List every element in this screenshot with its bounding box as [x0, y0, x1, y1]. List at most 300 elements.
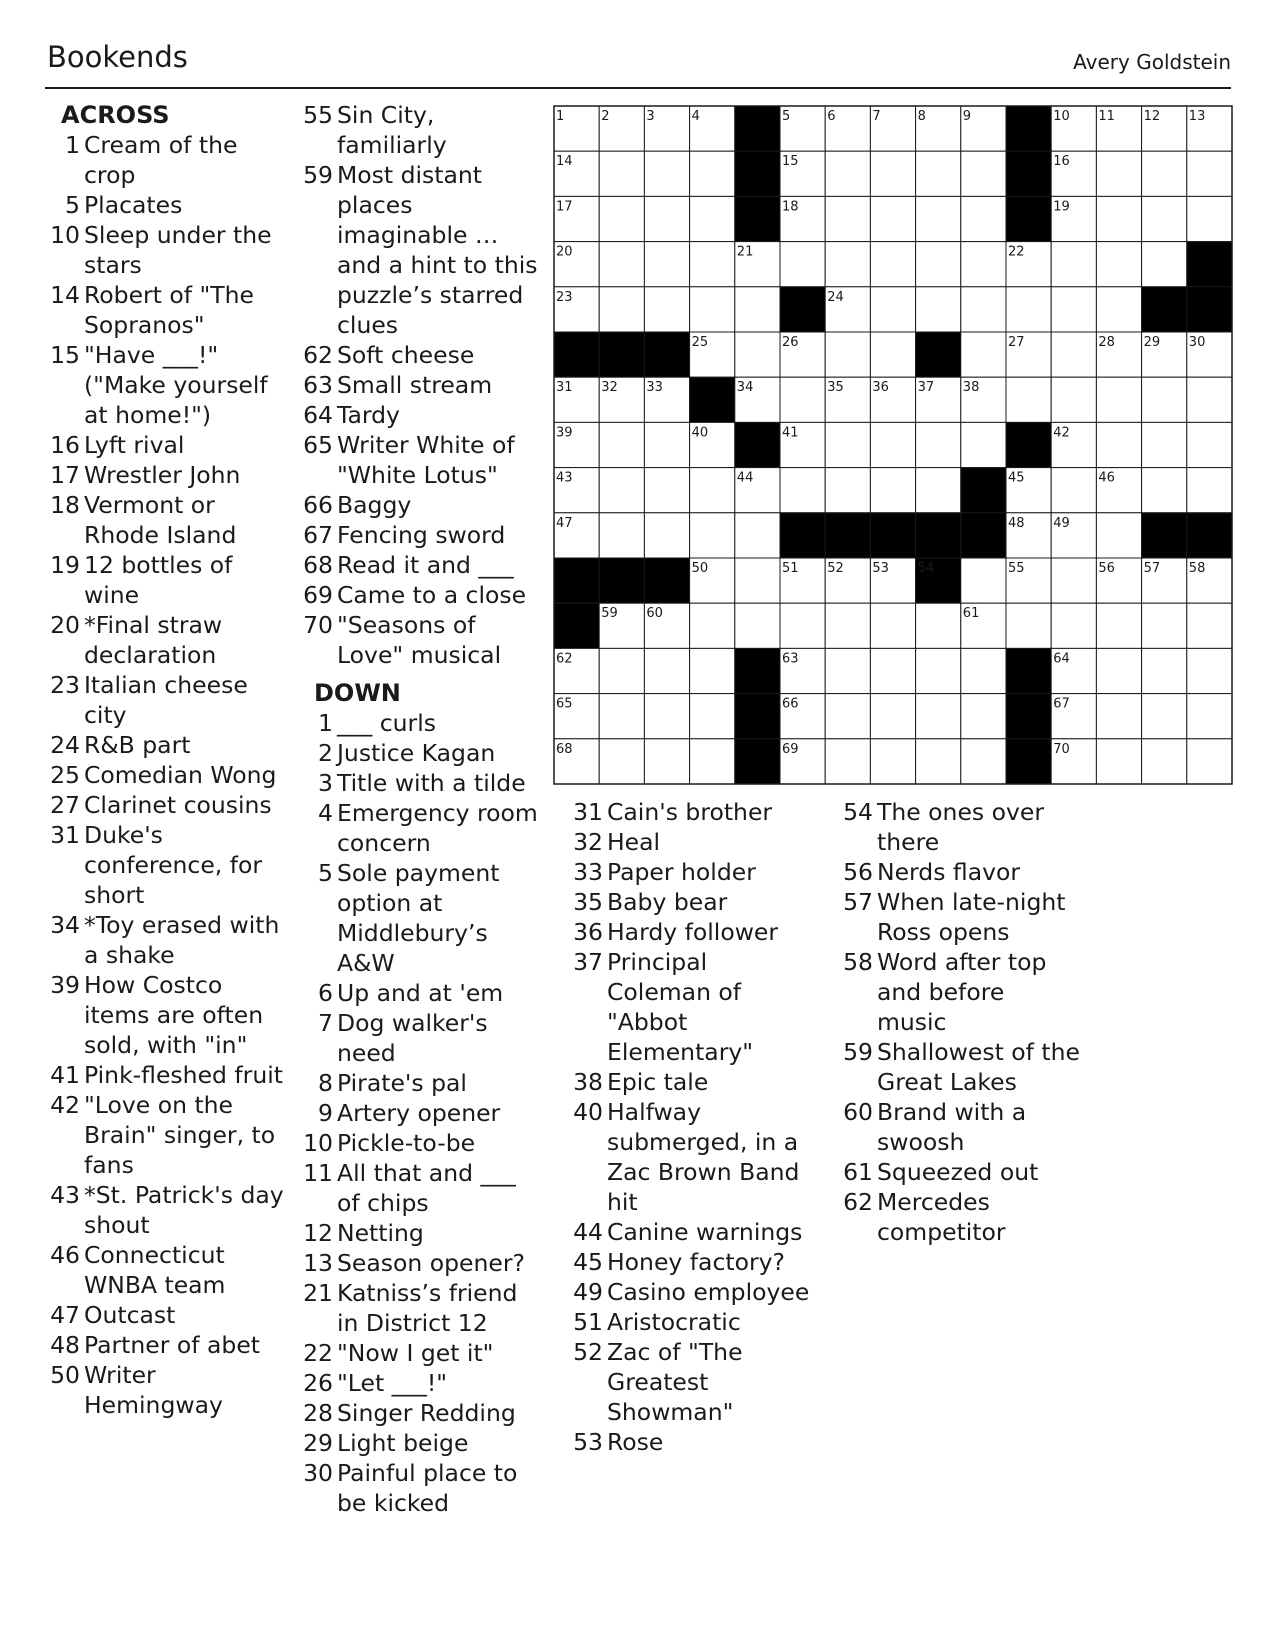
grid-cell[interactable]	[1142, 151, 1187, 196]
grid-cell[interactable]	[1142, 694, 1187, 739]
clue-number: 30	[303, 1459, 333, 1487]
clue-across-67[interactable]	[300, 520, 540, 550]
clue-text: Sole payment option at Middlebury’s A&W	[337, 859, 500, 977]
grid-cell[interactable]	[1142, 468, 1187, 513]
clue-number: 16	[50, 431, 80, 459]
clue-across-43[interactable]	[47, 1180, 287, 1240]
clue-across-25[interactable]	[47, 760, 287, 790]
grid-cell[interactable]	[1187, 468, 1232, 513]
grid-cell[interactable]	[1187, 422, 1232, 467]
grid-cell[interactable]	[870, 603, 915, 648]
grid-cell[interactable]	[644, 513, 689, 558]
clue-across-64[interactable]	[300, 400, 540, 430]
cell-number: 52	[827, 561, 844, 576]
clue-down-38[interactable]	[570, 1067, 815, 1097]
clue-text: Clarinet cousins	[84, 791, 272, 819]
clue-across-17[interactable]	[47, 460, 287, 490]
cell-number: 32	[601, 380, 618, 396]
grid-cell[interactable]	[644, 468, 689, 513]
clue-down-30[interactable]	[300, 1458, 540, 1518]
grid-cell[interactable]	[599, 422, 644, 467]
clue-column-2	[300, 100, 540, 1518]
black-square	[1187, 287, 1232, 332]
grid-cell[interactable]	[1096, 377, 1141, 422]
grid-cell[interactable]	[916, 694, 961, 739]
black-square	[1187, 513, 1232, 558]
grid-cell[interactable]	[961, 287, 1006, 332]
clue-down-40[interactable]	[570, 1097, 815, 1217]
clue-across-63[interactable]	[300, 370, 540, 400]
grid-cell[interactable]	[961, 332, 1006, 377]
black-square	[735, 151, 780, 196]
grid-cell[interactable]	[961, 242, 1006, 287]
clue-text: Italian cheese city	[84, 671, 248, 729]
grid-cell[interactable]	[1006, 603, 1051, 648]
grid-cell[interactable]	[1187, 694, 1232, 739]
grid-cell[interactable]	[1142, 242, 1187, 287]
cell-number: 57	[1143, 561, 1161, 576]
cell-number: 34	[736, 380, 754, 396]
grid-cell[interactable]	[599, 648, 644, 693]
clue-number: 50	[50, 1361, 80, 1389]
grid-cell[interactable]	[1051, 558, 1096, 603]
clue-down-57[interactable]	[840, 887, 1080, 947]
crossword-grid[interactable]	[553, 105, 1233, 785]
grid-cell[interactable]	[961, 648, 1006, 693]
clue-down-9[interactable]	[300, 1098, 540, 1128]
clue-down-56[interactable]	[840, 857, 1080, 887]
grid-cell[interactable]	[690, 468, 735, 513]
grid-cell[interactable]	[599, 151, 644, 196]
grid-cell[interactable]	[916, 422, 961, 467]
clue-down-4[interactable]	[300, 798, 540, 858]
grid-cell[interactable]	[870, 287, 915, 332]
clue-down-26[interactable]	[300, 1368, 540, 1398]
grid-cell[interactable]	[735, 513, 780, 558]
clue-down-2[interactable]	[300, 738, 540, 768]
black-square	[735, 106, 780, 151]
grid-cell[interactable]	[1051, 287, 1096, 332]
clue-number: 60	[843, 1098, 873, 1126]
grid-cell[interactable]	[1006, 377, 1051, 422]
grid-cell[interactable]	[690, 648, 735, 693]
grid-cell[interactable]	[870, 694, 915, 739]
grid-cell[interactable]	[1187, 377, 1232, 422]
grid-cell[interactable]	[599, 694, 644, 739]
clue-text: *Final straw declaration	[84, 611, 223, 669]
grid-cell[interactable]	[1142, 196, 1187, 241]
clue-down-3[interactable]	[300, 768, 540, 798]
grid-cell[interactable]	[1187, 196, 1232, 241]
clue-text: Rose	[607, 1428, 664, 1456]
clue-number: 40	[573, 1098, 603, 1126]
clue-text: Lyft rival	[84, 431, 185, 459]
grid-cell[interactable]	[780, 377, 825, 422]
grid-cell[interactable]	[916, 648, 961, 693]
cell-number: 37	[917, 380, 935, 396]
clue-across-46[interactable]	[47, 1240, 287, 1300]
grid-cell[interactable]	[1096, 151, 1141, 196]
clue-number: 5	[318, 859, 333, 887]
clue-down-36[interactable]	[570, 917, 815, 947]
grid-cell[interactable]	[690, 242, 735, 287]
grid-cell[interactable]	[1096, 739, 1141, 784]
clue-number: 68	[303, 551, 333, 579]
clue-text: Connecticut WNBA team	[84, 1241, 226, 1299]
grid-cell[interactable]	[735, 558, 780, 603]
clue-text: Sleep under the stars	[84, 221, 272, 279]
clue-number: 62	[843, 1188, 873, 1216]
cell-number: 18	[782, 199, 799, 215]
clue-across-41[interactable]	[47, 1060, 287, 1090]
clue-across-42[interactable]	[47, 1090, 287, 1180]
clue-number: 41	[50, 1061, 80, 1089]
clue-across-27[interactable]	[47, 790, 287, 820]
clue-text: Wrestler John	[84, 461, 241, 489]
grid-cell[interactable]	[690, 603, 735, 648]
clue-number: 53	[573, 1428, 603, 1456]
clue-number: 31	[50, 821, 80, 849]
grid-cell[interactable]	[1051, 332, 1096, 377]
cell-number: 68	[556, 741, 573, 757]
grid-cell[interactable]	[1051, 468, 1096, 513]
clue-text: "Seasons of Love" musical	[337, 611, 502, 669]
clue-number: 7	[318, 1009, 333, 1037]
clue-text: "Now I get it"	[337, 1339, 494, 1367]
clue-number: 65	[303, 431, 333, 459]
cell-number: 42	[1053, 425, 1070, 441]
cell-number: 2	[601, 109, 610, 124]
grid-cell[interactable]	[690, 513, 735, 558]
cell-number: 21	[736, 244, 754, 260]
cell-number: 69	[782, 741, 799, 757]
clue-number: 38	[573, 1068, 603, 1096]
black-square	[644, 332, 689, 377]
grid-cell[interactable]	[1096, 513, 1141, 558]
clue-number: 1	[65, 131, 80, 159]
grid-cell[interactable]	[690, 739, 735, 784]
clue-down-60[interactable]	[840, 1097, 1080, 1157]
clue-number: 15	[50, 341, 80, 369]
clue-number: 35	[573, 888, 603, 916]
clue-text: The ones over there	[877, 798, 1045, 856]
clue-down-22[interactable]	[300, 1338, 540, 1368]
clue-across-1[interactable]	[47, 130, 287, 190]
clue-text: Came to a close	[337, 581, 527, 609]
clue-across-59[interactable]	[300, 160, 540, 340]
black-square	[916, 332, 961, 377]
clue-down-35[interactable]	[570, 887, 815, 917]
clue-down-62[interactable]	[840, 1187, 1080, 1247]
clue-across-16[interactable]	[47, 430, 287, 460]
clue-number: 3	[318, 769, 333, 797]
clue-across-68[interactable]	[300, 550, 540, 580]
clue-number: 64	[303, 401, 333, 429]
clue-across-55[interactable]	[300, 100, 540, 160]
cell-number: 67	[1053, 696, 1070, 712]
clue-down-44[interactable]	[570, 1217, 815, 1247]
clue-across-19[interactable]	[47, 550, 287, 610]
cell-number: 7	[872, 109, 881, 124]
grid-cell[interactable]	[1096, 648, 1141, 693]
clue-down-61[interactable]	[840, 1157, 1080, 1187]
grid-cell[interactable]	[735, 332, 780, 377]
black-square	[1006, 648, 1051, 693]
grid-cell[interactable]	[916, 468, 961, 513]
clue-number: 8	[318, 1069, 333, 1097]
clue-across-66[interactable]	[300, 490, 540, 520]
clue-down-59[interactable]	[840, 1037, 1080, 1097]
grid-cell[interactable]	[961, 694, 1006, 739]
grid-cell[interactable]	[644, 694, 689, 739]
clue-number: 44	[573, 1218, 603, 1246]
grid-cell[interactable]	[599, 739, 644, 784]
clue-down-1[interactable]	[300, 708, 540, 738]
clue-down-7[interactable]	[300, 1008, 540, 1068]
clue-across-50[interactable]	[47, 1360, 287, 1420]
clue-across-18[interactable]	[47, 490, 287, 550]
grid-cell[interactable]	[916, 287, 961, 332]
clue-text: Heal	[607, 828, 661, 856]
clue-down-49[interactable]	[570, 1277, 815, 1307]
black-square	[1006, 196, 1051, 241]
grid-cell[interactable]	[780, 468, 825, 513]
black-square	[554, 558, 599, 603]
grid-cell[interactable]	[1096, 422, 1141, 467]
grid-cell[interactable]	[644, 287, 689, 332]
clue-down-11[interactable]	[300, 1158, 540, 1218]
grid-cell[interactable]	[690, 196, 735, 241]
clue-number: 67	[303, 521, 333, 549]
grid-cell[interactable]	[870, 196, 915, 241]
cell-number: 26	[782, 335, 799, 350]
clue-down-6[interactable]	[300, 978, 540, 1008]
grid-cell[interactable]	[961, 558, 1006, 603]
grid-cell[interactable]	[870, 422, 915, 467]
clue-text: Placates	[84, 191, 183, 219]
grid-cell[interactable]	[1187, 603, 1232, 648]
black-square	[1142, 513, 1187, 558]
grid-cell[interactable]	[644, 151, 689, 196]
clue-text: Outcast	[84, 1301, 176, 1329]
grid-cell[interactable]	[1187, 151, 1232, 196]
grid-cell[interactable]	[780, 603, 825, 648]
grid-cell[interactable]	[1142, 648, 1187, 693]
clue-down-32[interactable]	[570, 827, 815, 857]
grid-cell[interactable]	[1142, 422, 1187, 467]
clue-across-47[interactable]	[47, 1300, 287, 1330]
clue-text: Writer White of "White Lotus"	[337, 431, 515, 489]
clue-down-45[interactable]	[570, 1247, 815, 1277]
clue-across-15[interactable]	[47, 340, 287, 430]
clue-across-31[interactable]	[47, 820, 287, 910]
cell-number: 38	[962, 380, 980, 396]
clue-number: 46	[50, 1241, 80, 1269]
grid-cell[interactable]	[961, 739, 1006, 784]
grid-cell[interactable]	[599, 468, 644, 513]
clue-across-23[interactable]	[47, 670, 287, 730]
clue-down-5[interactable]	[300, 858, 540, 978]
grid-cell[interactable]	[735, 287, 780, 332]
clue-down-52[interactable]	[570, 1337, 815, 1427]
clue-across-48[interactable]	[47, 1330, 287, 1360]
grid-cell[interactable]	[735, 603, 780, 648]
grid-cell[interactable]	[870, 468, 915, 513]
cell-number: 12	[1143, 109, 1161, 124]
clue-text: Read it and ___	[337, 551, 514, 579]
clue-across-65[interactable]	[300, 430, 540, 490]
grid-cell[interactable]	[644, 196, 689, 241]
grid-cell[interactable]	[599, 196, 644, 241]
cell-number: 62	[556, 651, 573, 667]
clue-across-69[interactable]	[300, 580, 540, 610]
clue-number: 59	[843, 1038, 873, 1066]
header-divider	[45, 87, 1231, 89]
black-square	[780, 287, 825, 332]
grid-cell[interactable]	[1096, 694, 1141, 739]
grid-cell[interactable]	[1051, 242, 1096, 287]
clue-down-31[interactable]	[570, 797, 815, 827]
grid-cell[interactable]	[825, 603, 870, 648]
clue-across-62[interactable]	[300, 340, 540, 370]
grid-cell[interactable]	[870, 648, 915, 693]
cell-number: 23	[556, 289, 573, 305]
clue-down-10[interactable]	[300, 1128, 540, 1158]
grid-cell[interactable]	[825, 648, 870, 693]
grid-cell[interactable]	[690, 287, 735, 332]
clue-number: 57	[843, 888, 873, 916]
grid-cell[interactable]	[1096, 287, 1141, 332]
clue-number: 56	[843, 858, 873, 886]
clue-number: 49	[573, 1278, 603, 1306]
grid-cell[interactable]	[1096, 196, 1141, 241]
grid-cell[interactable]	[916, 196, 961, 241]
clue-down-53[interactable]	[570, 1427, 815, 1457]
grid-cell[interactable]	[1006, 287, 1051, 332]
black-square	[780, 513, 825, 558]
grid-cell[interactable]	[644, 422, 689, 467]
clue-number: 36	[573, 918, 603, 946]
grid-cell[interactable]	[599, 287, 644, 332]
clue-across-20[interactable]	[47, 610, 287, 670]
cell-number: 59	[601, 606, 618, 622]
clue-down-12[interactable]	[300, 1218, 540, 1248]
clue-text: Mercedes competitor	[877, 1188, 1006, 1246]
grid-cell[interactable]	[644, 648, 689, 693]
clue-text: Partner of abet	[84, 1331, 260, 1359]
grid-cell[interactable]	[1096, 603, 1141, 648]
grid-cell[interactable]	[825, 739, 870, 784]
clue-text: Cain's brother	[607, 798, 773, 826]
grid-cell[interactable]	[961, 422, 1006, 467]
clue-across-24[interactable]	[47, 730, 287, 760]
grid-cell[interactable]	[1142, 739, 1187, 784]
grid-cell[interactable]	[1096, 242, 1141, 287]
grid-cell[interactable]	[1187, 739, 1232, 784]
clue-number: 4	[318, 799, 333, 827]
grid-cell[interactable]	[1142, 377, 1187, 422]
grid-cell[interactable]	[1051, 377, 1096, 422]
clue-text: Singer Redding	[337, 1399, 516, 1427]
grid-cell[interactable]	[780, 242, 825, 287]
clue-number: 18	[50, 491, 80, 519]
clue-down-51[interactable]	[570, 1307, 815, 1337]
grid-cell[interactable]	[825, 332, 870, 377]
cell-number: 39	[556, 425, 573, 441]
grid-cell[interactable]	[916, 151, 961, 196]
crossword-grid-svg[interactable]	[553, 105, 1233, 785]
clue-down-58[interactable]	[840, 947, 1080, 1037]
grid-cell[interactable]	[690, 151, 735, 196]
grid-cell[interactable]	[825, 422, 870, 467]
black-square	[599, 558, 644, 603]
grid-cell[interactable]	[870, 332, 915, 377]
grid-cell[interactable]	[870, 151, 915, 196]
grid-cell[interactable]	[1142, 603, 1187, 648]
clue-text: Squeezed out	[877, 1158, 1039, 1186]
grid-cell[interactable]	[644, 242, 689, 287]
clue-across-5[interactable]	[47, 190, 287, 220]
clue-down-33[interactable]	[570, 857, 815, 887]
clue-across-14[interactable]	[47, 280, 287, 340]
clue-text: Fencing sword	[337, 521, 506, 549]
clue-text: Honey factory?	[607, 1248, 786, 1276]
clue-across-70[interactable]	[300, 610, 540, 670]
clue-text: *St. Patrick's day shout	[84, 1181, 284, 1239]
clue-down-28[interactable]	[300, 1398, 540, 1428]
grid-cell[interactable]	[825, 468, 870, 513]
clue-across-34[interactable]	[47, 910, 287, 970]
grid-cell[interactable]	[825, 694, 870, 739]
grid-cell[interactable]	[916, 603, 961, 648]
clue-text: "Love on the Brain" singer, to fans	[84, 1091, 276, 1179]
grid-cell[interactable]	[690, 694, 735, 739]
clue-down-8[interactable]	[300, 1068, 540, 1098]
grid-cell[interactable]	[916, 739, 961, 784]
clue-across-10[interactable]	[47, 220, 287, 280]
grid-cell[interactable]	[599, 513, 644, 558]
clue-down-21[interactable]	[300, 1278, 540, 1338]
grid-cell[interactable]	[916, 242, 961, 287]
clue-text: Justice Kagan	[337, 739, 496, 767]
clue-number: 69	[303, 581, 333, 609]
clue-down-37[interactable]	[570, 947, 815, 1067]
clue-number: 48	[50, 1331, 80, 1359]
clue-down-13[interactable]	[300, 1248, 540, 1278]
grid-cell[interactable]	[870, 739, 915, 784]
clue-down-29[interactable]	[300, 1428, 540, 1458]
grid-cell[interactable]	[870, 242, 915, 287]
grid-cell[interactable]	[599, 242, 644, 287]
grid-cell[interactable]	[961, 196, 1006, 241]
clue-down-54[interactable]	[840, 797, 1080, 857]
grid-cell[interactable]	[825, 151, 870, 196]
cell-number: 64	[1053, 651, 1070, 667]
grid-cell[interactable]	[825, 242, 870, 287]
black-square	[554, 332, 599, 377]
grid-cell[interactable]	[825, 196, 870, 241]
clue-number: 24	[50, 731, 80, 759]
black-square	[735, 196, 780, 241]
clue-across-39[interactable]	[47, 970, 287, 1060]
cell-number: 36	[872, 380, 889, 396]
grid-cell[interactable]	[644, 739, 689, 784]
grid-cell[interactable]	[1187, 648, 1232, 693]
clue-number: 45	[573, 1248, 603, 1276]
clue-number: 31	[573, 798, 603, 826]
grid-cell[interactable]	[1051, 603, 1096, 648]
grid-cell[interactable]	[961, 151, 1006, 196]
